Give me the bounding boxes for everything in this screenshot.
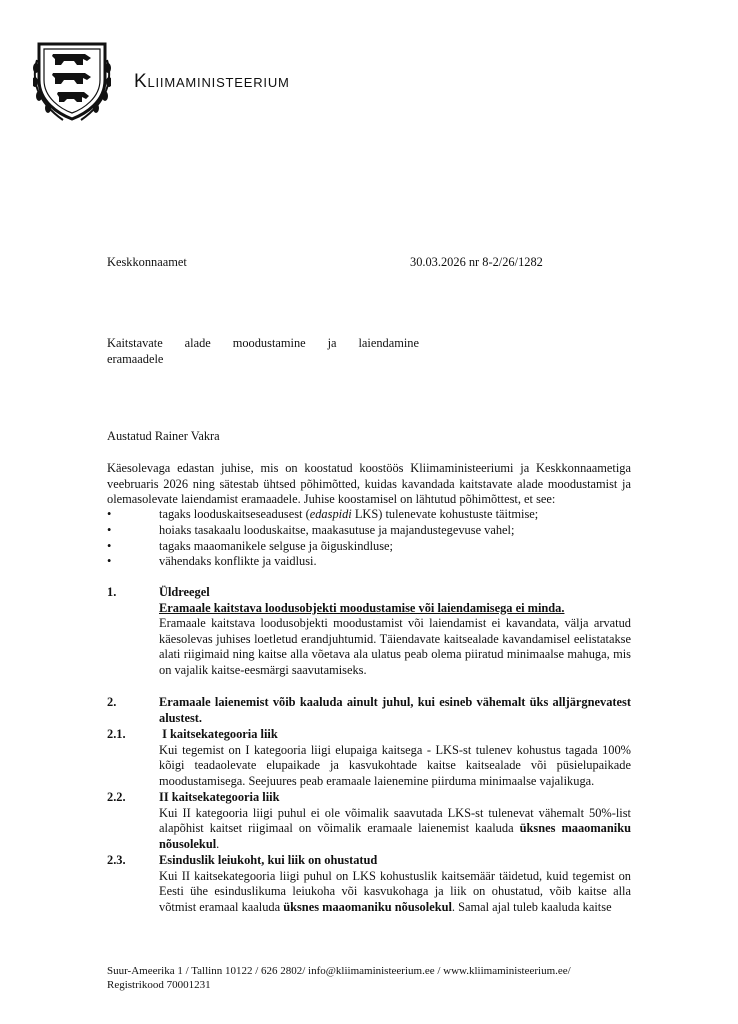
section-text: Kui II kaitsekategooria liigi puhul on LKS kohustuslik kaitsemäär täidetud, kuid tegemist on Eesti ühe esinduslikuma leiukoha või kasvukohaga ja liik on ohustatud, võib kaitse alla võtmist eramaal kaaluda üksnes maaomaniku nõusolekul. Samal ajal tuleb kaaluda kaitse: [159, 868, 631, 914]
section-title: Esinduslik leiukoht, kui liik on ohustatud: [159, 853, 378, 867]
section-text: Eramaale kaitstava loodusobjekti moodustamist või laiendamist ei kavandata, välja arvatud käesolevas juhises loetletud erandjuhtumid. Täiendavate kaitsealade kavandamisel eelistatakse alati riigimaid ning kaitse alla võetava ala ulatus peab olema piiratud minimaalse mahuga, mis on vajalik kaitse-eesmärgi saavutamiseks.: [159, 616, 631, 677]
principles-list: [107, 507, 631, 570]
section-2-3: [107, 853, 631, 915]
salutation: Austatud Rainer Vakra: [107, 429, 220, 443]
section-number: 2.3.: [107, 853, 126, 867]
footer: [107, 964, 667, 992]
ministry-name: Kliimaministeerium: [134, 71, 290, 92]
coat-of-arms-icon: [33, 40, 111, 122]
section-2-2: [107, 790, 631, 852]
list-item: • hoiaks tasakaalu looduskaitse, maakasutuse ja majandustegevuse vahel;: [107, 523, 631, 539]
section-number: 2.2.: [107, 790, 126, 804]
section-title: Üldreegel: [159, 585, 210, 599]
section-2-1: [107, 727, 631, 789]
subject-line-1: Kaitstavate alade moodustamine ja laiendamine: [107, 336, 419, 350]
section-text: Kui tegemist on I kategooria liigi elupaiga kaitsega - LKS-st tulenev kohustus tagada 100% kõigi teadaolevate elupaikade ja kasvukohtade kaitse kaitsealade või püsielupaikade moodustamisega. Seejuures peab eramaale laienemine piirduma minimaalse vajalikuga.: [159, 742, 631, 788]
intro-paragraph: Käesolevaga edastan juhise, mis on koostatud koostöös Kliimaministeeriumi ja Keskkonnaametiga veebruaris 2026 ning sätestab ühtsed põhimõtted, kuidas kavandada kaitstavate alade moodustamist ja olemasolevate laiendamist eramaadele. Juhise koostamisel on lähtutud põhimõttest, et see:: [107, 461, 631, 507]
footer-contacts: Suur-Ameerika 1 / Tallinn 10122 / 626 2802/ info@kliimaministeerium.ee / www.kliimaministeerium.ee/: [107, 965, 571, 977]
section-title: I kaitsekategooria liik: [159, 727, 278, 741]
section-2: [107, 695, 631, 726]
section-text: Kui II kategooria liigi puhul ei ole võimalik saavutada LKS-st tulenevat vähemalt 50%-list alapõhist kaitset riigimaal on võimalik eramaale laienemist kaaluda üksnes maaomaniku nõusolekul.: [159, 805, 631, 851]
list-item: • tagaks looduskaitseseadusest (edaspidi LKS) tulenevate kohustuste täitmise;: [107, 507, 631, 523]
subject-line-2: eramaadele: [107, 351, 164, 366]
section-title: II kaitsekategooria liik: [159, 790, 280, 804]
section-number: 1.: [107, 585, 117, 599]
section-number: 2.: [107, 695, 117, 709]
section-title: Eramaale laienemist võib kaaluda ainult juhul, kui esineb vähemalt üks alljärgnevatest alustest.: [159, 695, 631, 725]
subject: [107, 336, 419, 367]
list-item: • tagaks maaomanikele selguse ja õiguskindluse;: [107, 539, 631, 555]
list-item: • vähendaks konflikte ja vaidlusi.: [107, 554, 631, 570]
section-lead: Eramaale kaitstava loodusobjekti moodustamise või laiendamisega ei minda.: [159, 600, 565, 615]
addressee: Keskkonnaamet: [107, 255, 187, 269]
reference-number: 30.03.2026 nr 8-2/26/1282: [410, 255, 543, 269]
section-number: 2.1.: [107, 727, 126, 741]
footer-registry-code: Registrikood 70001231: [107, 979, 211, 991]
section-1: [107, 585, 631, 679]
